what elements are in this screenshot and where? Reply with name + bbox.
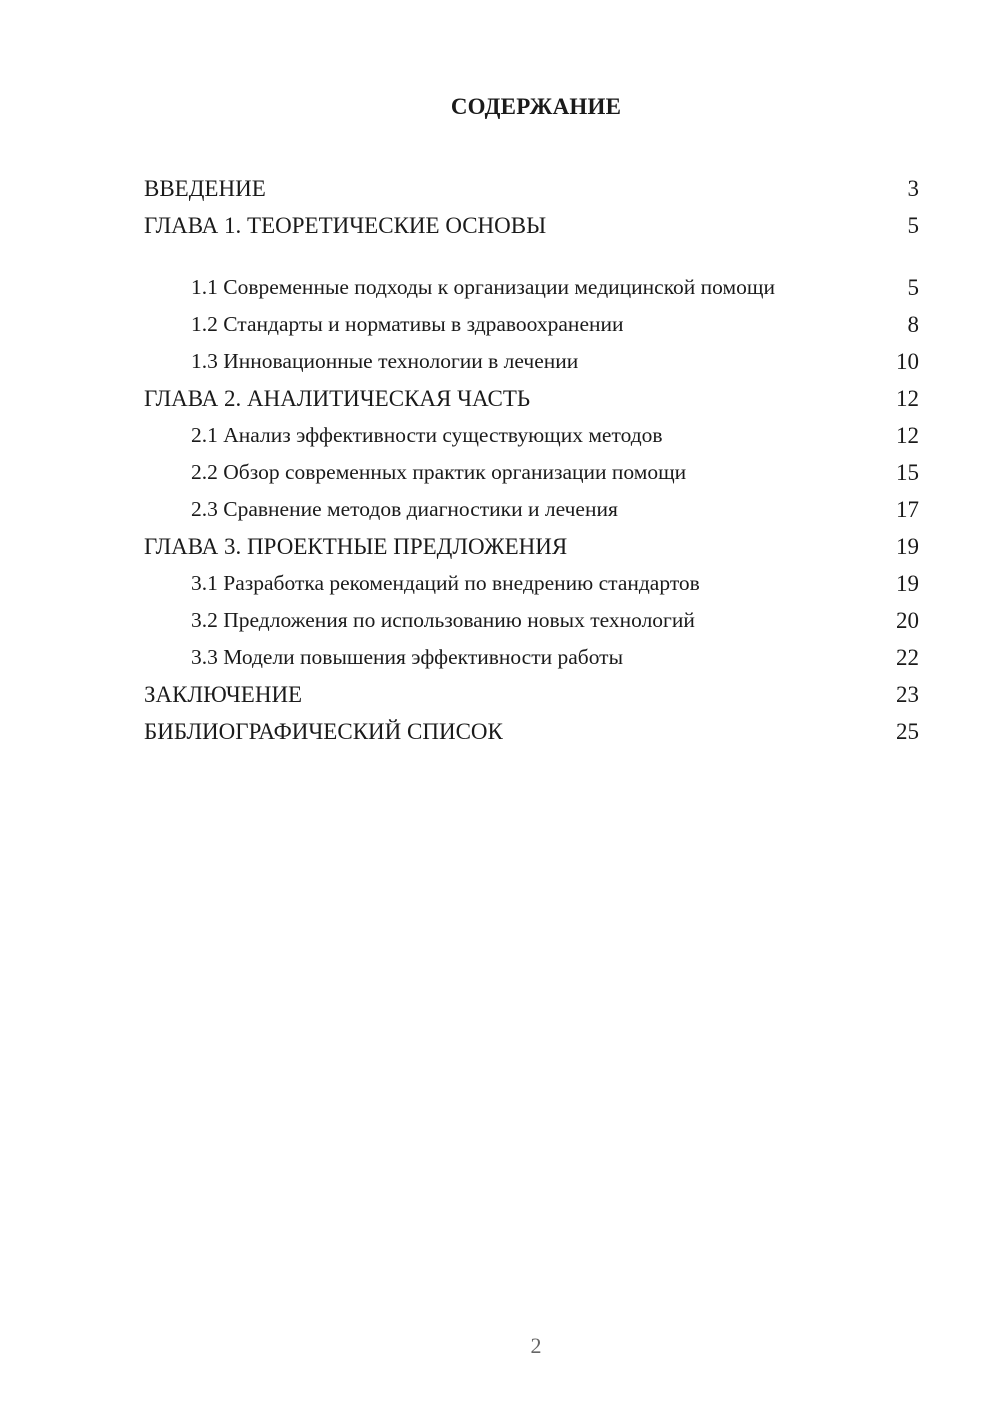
- toc-entry-label: 3.3 Модели повышения эффективности работы: [191, 645, 624, 669]
- toc-entry-section-3-1[interactable]: [144, 563, 919, 600]
- toc-entry-section-2-2[interactable]: [144, 452, 919, 489]
- toc-entry-label: 3.2 Предложения по использованию новых технологий: [191, 608, 695, 632]
- toc-entry-label: БИБЛИОГРАФИЧЕСКИЙ СПИСОК: [144, 719, 503, 744]
- toc-entry-page: 19: [896, 534, 919, 559]
- table-of-contents: [144, 168, 919, 748]
- toc-entry-page: 19: [896, 571, 919, 596]
- toc-entry-conclusion[interactable]: [144, 674, 919, 711]
- toc-entry-page: 8: [907, 312, 919, 337]
- page-title: СОДЕРЖАНИЕ: [450, 94, 622, 119]
- toc-entry-section-3-3[interactable]: [144, 637, 919, 674]
- page-number: 2: [530, 1333, 542, 1358]
- toc-entry-chapter-1[interactable]: [144, 205, 919, 242]
- toc-entry-page: 23: [896, 682, 919, 707]
- toc-entry-bibliography[interactable]: [144, 711, 919, 748]
- toc-entry-chapter-2[interactable]: [144, 378, 919, 415]
- toc-entry-label: 2.3 Сравнение методов диагностики и лечения: [191, 497, 618, 521]
- toc-entry-page: 3: [907, 176, 919, 201]
- toc-entry-page: 5: [907, 275, 919, 300]
- toc-entry-label: ВВЕДЕНИЕ: [144, 176, 266, 201]
- toc-entry-page: 10: [896, 349, 919, 374]
- toc-entry-page: 20: [896, 608, 919, 633]
- toc-entry-section-2-1[interactable]: [144, 415, 919, 452]
- toc-entry-label: 3.1 Разработка рекомендаций по внедрению стандартов: [191, 571, 700, 595]
- toc-entry-page: 12: [896, 423, 919, 448]
- toc-entry-section-1-1[interactable]: [144, 242, 919, 304]
- toc-entry-page: 17: [896, 497, 919, 522]
- toc-entry-label: ЗАКЛЮЧЕНИЕ: [144, 682, 303, 707]
- toc-entry-page: 15: [896, 460, 919, 485]
- toc-entry-label: 1.2 Стандарты и нормативы в здравоохранении: [191, 312, 624, 336]
- toc-entry-label: 2.2 Обзор современных практик организации помощи: [191, 460, 687, 484]
- toc-entry-page: 22: [896, 645, 919, 670]
- toc-entry-page: 12: [896, 386, 919, 411]
- toc-entry-label: ГЛАВА 1. ТЕОРЕТИЧЕСКИЕ ОСНОВЫ: [144, 213, 547, 238]
- toc-entry-label: 2.1 Анализ эффективности существующих методов: [191, 423, 663, 447]
- toc-entry-chapter-3[interactable]: [144, 526, 919, 563]
- toc-entry-section-3-2[interactable]: [144, 600, 919, 637]
- toc-entry-label: ГЛАВА 2. АНАЛИТИЧЕСКАЯ ЧАСТЬ: [144, 386, 531, 411]
- toc-entry-introduction[interactable]: [144, 168, 919, 205]
- toc-entry-label: 1.1 Современные подходы к организации медицинской помощи: [191, 275, 775, 299]
- toc-entry-section-1-3[interactable]: [144, 341, 919, 378]
- toc-entry-page: 25: [896, 719, 919, 744]
- toc-entry-label: 1.3 Инновационные технологии в лечении: [191, 349, 579, 373]
- toc-entry-page: 5: [907, 213, 919, 238]
- toc-entry-section-1-2[interactable]: [144, 304, 919, 341]
- toc-entry-label: ГЛАВА 3. ПРОЕКТНЫЕ ПРЕДЛОЖЕНИЯ: [144, 534, 568, 559]
- toc-entry-section-2-3[interactable]: [144, 489, 919, 526]
